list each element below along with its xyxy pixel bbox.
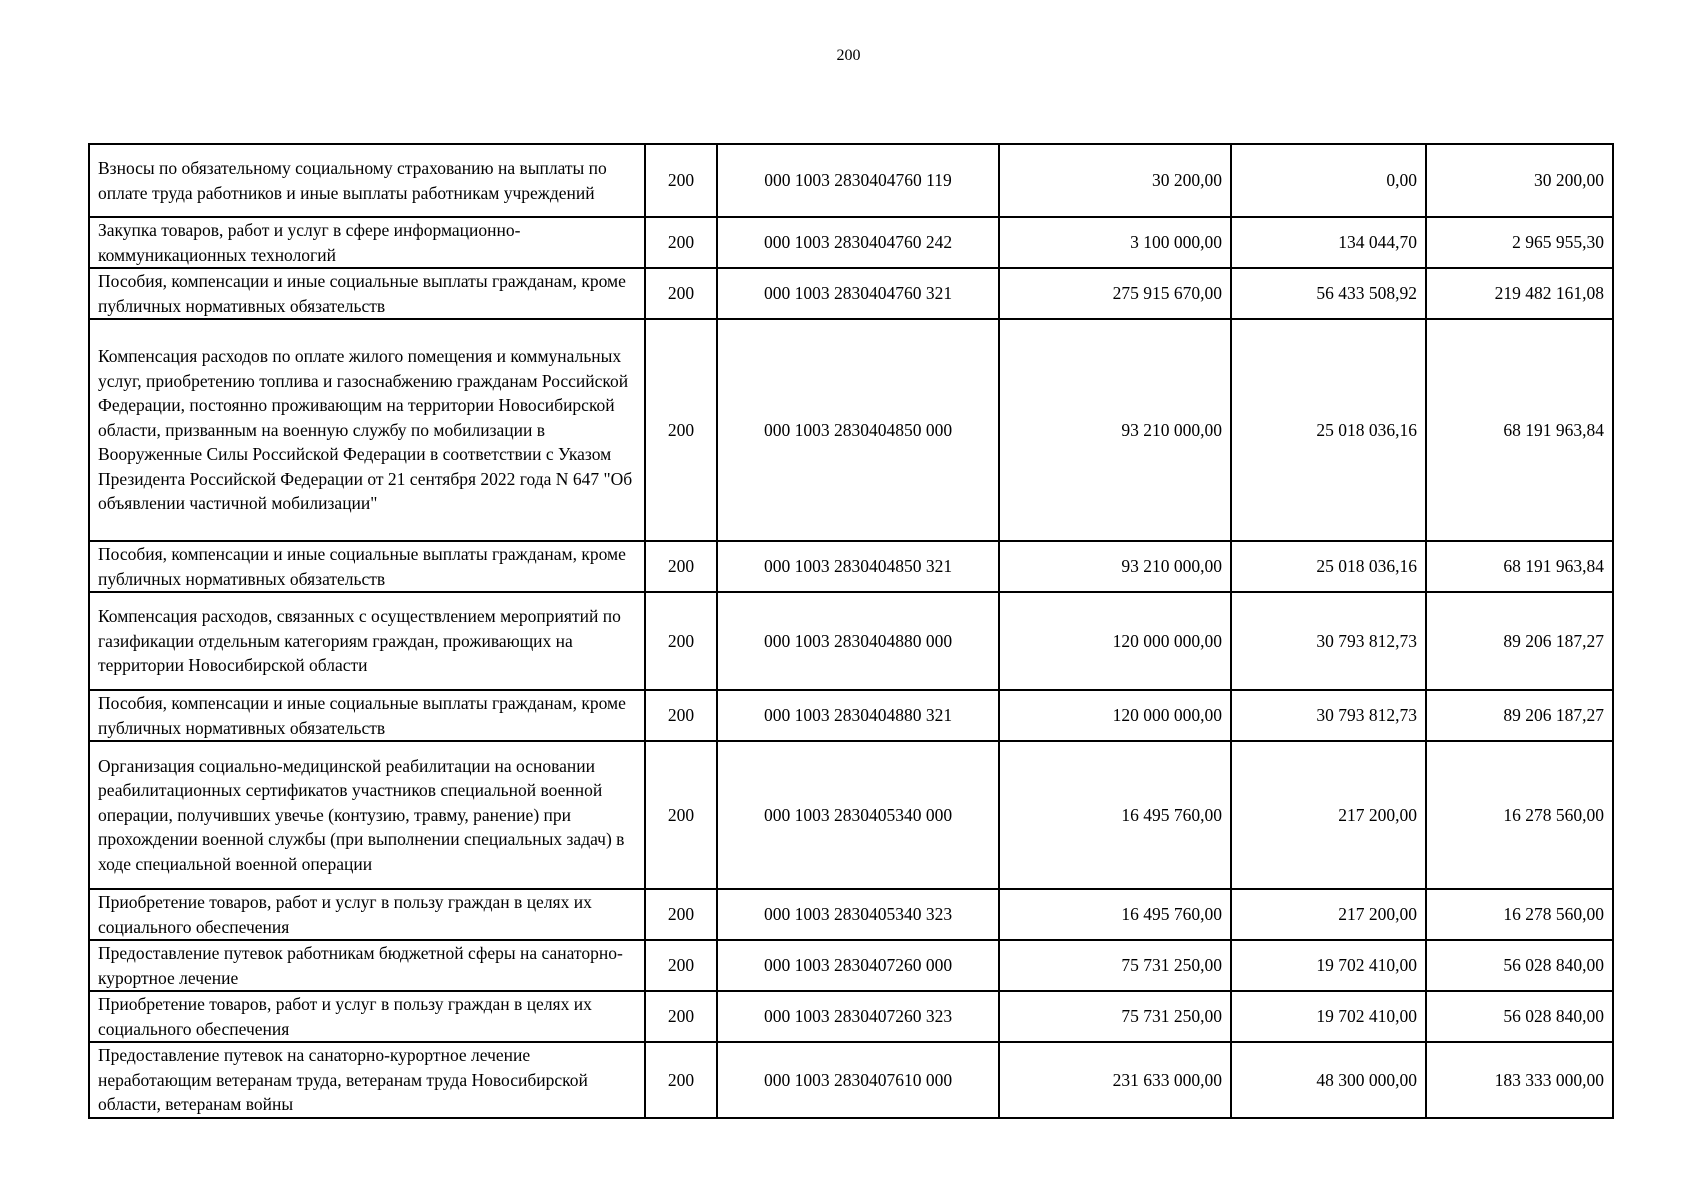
approved-amount-cell: 75 731 250,00 <box>999 991 1231 1042</box>
unexecuted-amount-cell: 56 028 840,00 <box>1426 991 1613 1042</box>
unexecuted-amount-cell: 68 191 963,84 <box>1426 541 1613 592</box>
expense-name-cell: Предоставление путевок работникам бюджетной сферы на санаторно-курортное лечение <box>89 940 645 991</box>
expense-name-cell: Взносы по обязательному социальному страхованию на выплаты по оплате труда работников и иные выплаты работникам учреждений <box>89 144 645 217</box>
unexecuted-amount-cell: 30 200,00 <box>1426 144 1613 217</box>
line-code-cell: 200 <box>645 319 717 541</box>
budget-classification-code-cell: 000 1003 2830404760 321 <box>717 268 999 319</box>
table-row <box>89 144 1613 217</box>
executed-amount-cell: 134 044,70 <box>1231 217 1426 268</box>
executed-amount-cell: 19 702 410,00 <box>1231 991 1426 1042</box>
line-code-cell: 200 <box>645 144 717 217</box>
expense-name-cell: Приобретение товаров, работ и услуг в пользу граждан в целях их социального обеспечения <box>89 889 645 940</box>
expense-name-cell: Предоставление путевок на санаторно-курортное лечение неработающим ветеранам труда, ветеранам труда Новосибирской области, ветеранам войны <box>89 1042 645 1118</box>
budget-classification-code-cell: 000 1003 2830404850 000 <box>717 319 999 541</box>
executed-amount-cell: 56 433 508,92 <box>1231 268 1426 319</box>
executed-amount-cell: 25 018 036,16 <box>1231 319 1426 541</box>
expense-name-cell: Пособия, компенсации и иные социальные выплаты гражданам, кроме публичных нормативных обязательств <box>89 541 645 592</box>
budget-classification-code-cell: 000 1003 2830404760 119 <box>717 144 999 217</box>
expense-name-cell: Компенсация расходов по оплате жилого помещения и коммунальных услуг, приобретению топлива и газоснабжению гражданам Российской Федерации, постоянно проживающим на территории Новосибирской области, призванным на военную службу по мобилизации в Вооруженные Силы Российской Федерации в соответствии с Указом Президента Российской Федерации от 21 сентября 2022 года N 647 "Об объявлении частичной мобилизации" <box>89 319 645 541</box>
table-row <box>89 690 1613 741</box>
line-code-cell: 200 <box>645 592 717 690</box>
expense-name-cell: Приобретение товаров, работ и услуг в пользу граждан в целях их социального обеспечения <box>89 991 645 1042</box>
table-row <box>89 541 1613 592</box>
approved-amount-cell: 16 495 760,00 <box>999 741 1231 889</box>
table-row <box>89 940 1613 991</box>
line-code-cell: 200 <box>645 940 717 991</box>
budget-classification-code-cell: 000 1003 2830407260 323 <box>717 991 999 1042</box>
unexecuted-amount-cell: 89 206 187,27 <box>1426 592 1613 690</box>
unexecuted-amount-cell: 2 965 955,30 <box>1426 217 1613 268</box>
line-code-cell: 200 <box>645 889 717 940</box>
table-row <box>89 741 1613 889</box>
table-row <box>89 592 1613 690</box>
executed-amount-cell: 19 702 410,00 <box>1231 940 1426 991</box>
line-code-cell: 200 <box>645 217 717 268</box>
expense-name-cell: Пособия, компенсации и иные социальные выплаты гражданам, кроме публичных нормативных обязательств <box>89 690 645 741</box>
unexecuted-amount-cell: 89 206 187,27 <box>1426 690 1613 741</box>
budget-classification-code-cell: 000 1003 2830405340 323 <box>717 889 999 940</box>
executed-amount-cell: 217 200,00 <box>1231 741 1426 889</box>
unexecuted-amount-cell: 183 333 000,00 <box>1426 1042 1613 1118</box>
executed-amount-cell: 30 793 812,73 <box>1231 690 1426 741</box>
table-row <box>89 217 1613 268</box>
unexecuted-amount-cell: 56 028 840,00 <box>1426 940 1613 991</box>
expense-name-cell: Организация социально-медицинской реабилитации на основании реабилитационных сертификатов участников специальной военной операции, получивших увечье (контузию, травму, ранение) при прохождении военной службы (при выполнении специальных задач) в ходе специальной военной операции <box>89 741 645 889</box>
approved-amount-cell: 3 100 000,00 <box>999 217 1231 268</box>
table-row <box>89 991 1613 1042</box>
approved-amount-cell: 93 210 000,00 <box>999 541 1231 592</box>
budget-classification-code-cell: 000 1003 2830405340 000 <box>717 741 999 889</box>
line-code-cell: 200 <box>645 690 717 741</box>
budget-classification-code-cell: 000 1003 2830404880 000 <box>717 592 999 690</box>
table-row <box>89 319 1613 541</box>
approved-amount-cell: 93 210 000,00 <box>999 319 1231 541</box>
executed-amount-cell: 48 300 000,00 <box>1231 1042 1426 1118</box>
table-row <box>89 268 1613 319</box>
unexecuted-amount-cell: 68 191 963,84 <box>1426 319 1613 541</box>
approved-amount-cell: 120 000 000,00 <box>999 690 1231 741</box>
budget-classification-code-cell: 000 1003 2830407260 000 <box>717 940 999 991</box>
table-row <box>89 1042 1613 1118</box>
line-code-cell: 200 <box>645 991 717 1042</box>
expense-name-cell: Пособия, компенсации и иные социальные выплаты гражданам, кроме публичных нормативных обязательств <box>89 268 645 319</box>
executed-amount-cell: 0,00 <box>1231 144 1426 217</box>
expense-name-cell: Компенсация расходов, связанных с осуществлением мероприятий по газификации отдельным категориям граждан, проживающих на территории Новосибирской области <box>89 592 645 690</box>
executed-amount-cell: 25 018 036,16 <box>1231 541 1426 592</box>
approved-amount-cell: 231 633 000,00 <box>999 1042 1231 1118</box>
table-row <box>89 889 1613 940</box>
line-code-cell: 200 <box>645 541 717 592</box>
executed-amount-cell: 217 200,00 <box>1231 889 1426 940</box>
expense-name-cell: Закупка товаров, работ и услуг в сфере информационно-коммуникационных технологий <box>89 217 645 268</box>
approved-amount-cell: 75 731 250,00 <box>999 940 1231 991</box>
page-number: 200 <box>836 47 861 64</box>
unexecuted-amount-cell: 16 278 560,00 <box>1426 741 1613 889</box>
unexecuted-amount-cell: 219 482 161,08 <box>1426 268 1613 319</box>
budget-classification-code-cell: 000 1003 2830404760 242 <box>717 217 999 268</box>
line-code-cell: 200 <box>645 1042 717 1118</box>
budget-classification-code-cell: 000 1003 2830404850 321 <box>717 541 999 592</box>
approved-amount-cell: 16 495 760,00 <box>999 889 1231 940</box>
unexecuted-amount-cell: 16 278 560,00 <box>1426 889 1613 940</box>
line-code-cell: 200 <box>645 268 717 319</box>
line-code-cell: 200 <box>645 741 717 889</box>
approved-amount-cell: 120 000 000,00 <box>999 592 1231 690</box>
approved-amount-cell: 30 200,00 <box>999 144 1231 217</box>
budget-classification-code-cell: 000 1003 2830407610 000 <box>717 1042 999 1118</box>
executed-amount-cell: 30 793 812,73 <box>1231 592 1426 690</box>
approved-amount-cell: 275 915 670,00 <box>999 268 1231 319</box>
budget-classification-code-cell: 000 1003 2830404880 321 <box>717 690 999 741</box>
budget-execution-table <box>88 143 1614 1119</box>
